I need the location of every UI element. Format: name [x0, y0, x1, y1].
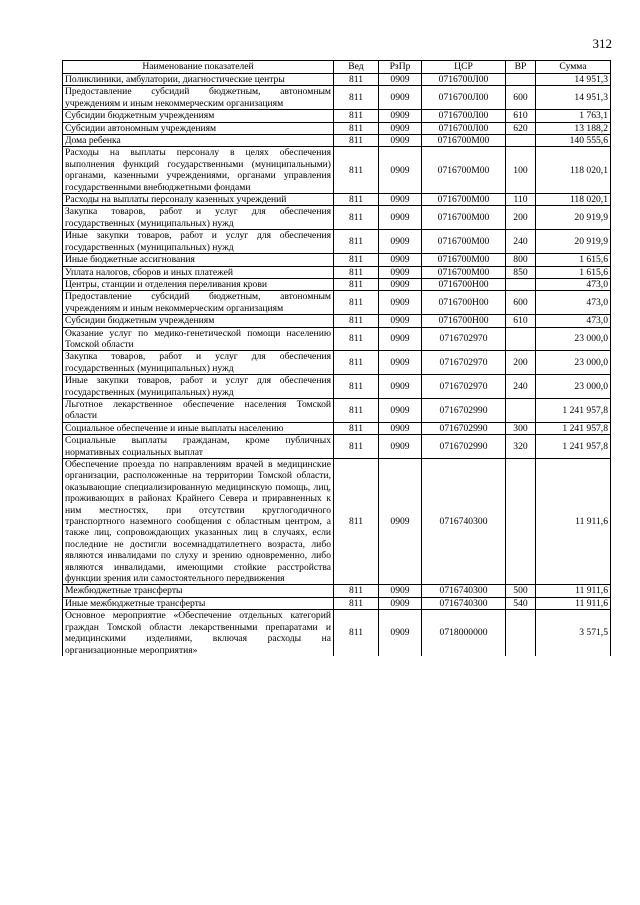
row-vr-cell: 300: [506, 422, 536, 434]
row-rzpr-cell: 0909: [379, 135, 422, 147]
table-row: [63, 327, 611, 351]
table-body: [63, 74, 611, 656]
row-sum-cell: 1 615,6: [536, 266, 611, 278]
row-sum-cell: 473,0: [536, 278, 611, 290]
row-ved-cell: 811: [334, 435, 379, 459]
row-sum-cell: 1 615,6: [536, 254, 611, 266]
row-vr-cell: [506, 459, 536, 585]
table-row: [63, 610, 611, 656]
row-ved-cell: 811: [334, 398, 379, 422]
row-name-cell: Закупка товаров, работ и услуг для обеспечения государственных (муниципальных) нужд: [63, 351, 334, 375]
row-rzpr-cell: 0909: [379, 122, 422, 134]
row-ved-cell: 811: [334, 230, 379, 254]
row-name-cell: Расходы на выплаты персоналу казенных учреждений: [63, 194, 334, 206]
row-csr-cell: 0716740300: [422, 459, 506, 585]
row-ved-cell: 811: [334, 351, 379, 375]
row-name-cell: Поликлиники, амбулатории, диагностические центры: [63, 74, 334, 86]
row-csr-cell: 0716700Л00: [422, 86, 506, 110]
row-ved-cell: 811: [334, 327, 379, 351]
row-sum-cell: 11 911,6: [536, 459, 611, 585]
row-rzpr-cell: 0909: [379, 266, 422, 278]
row-sum-cell: 473,0: [536, 291, 611, 315]
table-row: [63, 459, 611, 585]
row-rzpr-cell: 0909: [379, 291, 422, 315]
row-sum-cell: 1 241 957,8: [536, 422, 611, 434]
header-ved: Вед: [334, 61, 379, 74]
row-rzpr-cell: 0909: [379, 398, 422, 422]
table-row: [63, 585, 611, 597]
row-name-cell: Основное мероприятие «Обеспечение отдельных категорий граждан Томской области лекарственными препаратами и медицинскими изделиями, включая расходы на организационные мероприятия»: [63, 610, 334, 656]
row-rzpr-cell: 0909: [379, 435, 422, 459]
row-rzpr-cell: 0909: [379, 610, 422, 656]
row-csr-cell: 0716700М00: [422, 206, 506, 230]
header-rzpr: РзПр: [379, 61, 422, 74]
row-sum-cell: 1 241 957,8: [536, 398, 611, 422]
row-rzpr-cell: 0909: [379, 278, 422, 290]
row-ved-cell: 811: [334, 206, 379, 230]
row-rzpr-cell: 0909: [379, 86, 422, 110]
header-vr: ВР: [506, 61, 536, 74]
row-rzpr-cell: 0909: [379, 147, 422, 194]
row-name-cell: Льготное лекарственное обеспечение населения Томской области: [63, 398, 334, 422]
row-vr-cell: 610: [506, 315, 536, 327]
row-name-cell: Дома ребенка: [63, 135, 334, 147]
row-vr-cell: [506, 74, 536, 86]
row-sum-cell: 11 911,6: [536, 585, 611, 597]
row-csr-cell: 0716700Н00: [422, 315, 506, 327]
row-ved-cell: 811: [334, 86, 379, 110]
row-rzpr-cell: 0909: [379, 230, 422, 254]
row-rzpr-cell: 0909: [379, 74, 422, 86]
row-ved-cell: 811: [334, 459, 379, 585]
row-rzpr-cell: 0909: [379, 585, 422, 597]
row-name-cell: Центры, станции и отделения переливания крови: [63, 278, 334, 290]
row-rzpr-cell: 0909: [379, 110, 422, 122]
row-name-cell: Социальное обеспечение и иные выплаты населению: [63, 422, 334, 434]
table-row: [63, 135, 611, 147]
row-ved-cell: 811: [334, 254, 379, 266]
row-ved-cell: 811: [334, 291, 379, 315]
row-rzpr-cell: 0909: [379, 254, 422, 266]
table-row: [63, 74, 611, 86]
row-ved-cell: 811: [334, 585, 379, 597]
row-name-cell: Оказание услуг по медико-генетической помощи населению Томской области: [63, 327, 334, 351]
row-sum-cell: 140 555,6: [536, 135, 611, 147]
row-name-cell: Субсидии автономным учреждениям: [63, 122, 334, 134]
row-vr-cell: 540: [506, 597, 536, 609]
budget-table: [62, 60, 611, 656]
row-rzpr-cell: 0909: [379, 315, 422, 327]
row-vr-cell: 100: [506, 147, 536, 194]
table-row: [63, 351, 611, 375]
row-sum-cell: 14 951,3: [536, 74, 611, 86]
row-sum-cell: 118 020,1: [536, 147, 611, 194]
table-row: [63, 291, 611, 315]
row-ved-cell: 811: [334, 597, 379, 609]
row-csr-cell: 0716700М00: [422, 135, 506, 147]
row-csr-cell: 0716702970: [422, 375, 506, 399]
row-ved-cell: 811: [334, 147, 379, 194]
row-vr-cell: 600: [506, 291, 536, 315]
row-csr-cell: 0716702970: [422, 327, 506, 351]
row-sum-cell: 20 919,9: [536, 206, 611, 230]
table-row: [63, 422, 611, 434]
row-rzpr-cell: 0909: [379, 459, 422, 585]
table-header-row: [63, 61, 611, 74]
row-rzpr-cell: 0909: [379, 206, 422, 230]
row-rzpr-cell: 0909: [379, 422, 422, 434]
row-rzpr-cell: 0909: [379, 351, 422, 375]
table-row: [63, 206, 611, 230]
row-vr-cell: 500: [506, 585, 536, 597]
row-vr-cell: 610: [506, 110, 536, 122]
table-row: [63, 194, 611, 206]
row-name-cell: Обеспечение проезда по направлениям врачей в медицинские организации, расположенные на территории Томской области, оказывающие специализированную медицинскую помощь, лиц, проживающих в районах Крайнего Севера и приравненных к ним местностях, при отсутствии круглогодичного транспортного наземного сообщения с областным центром, а также лиц, сопровождающих указанных лиц в случаях, если последние не достигли восемнадцатилетнего возраста, либо являются инвалидами по слуху и зрению одновременно, либо являются инвалидами, имеющими стойкие расстройства функции зрения или самостоятельного передвижения: [63, 459, 334, 585]
row-ved-cell: 811: [334, 278, 379, 290]
table-row: [63, 375, 611, 399]
table-row: [63, 122, 611, 134]
row-name-cell: Предоставление субсидий бюджетным, автономным учреждениям и иным некоммерческим организациям: [63, 291, 334, 315]
table-row: [63, 266, 611, 278]
header-sum: Сумма: [536, 61, 611, 74]
row-sum-cell: 14 951,3: [536, 86, 611, 110]
row-vr-cell: 320: [506, 435, 536, 459]
row-ved-cell: 811: [334, 122, 379, 134]
row-vr-cell: [506, 398, 536, 422]
header-csr: ЦСР: [422, 61, 506, 74]
row-ved-cell: 811: [334, 315, 379, 327]
row-sum-cell: 23 000,0: [536, 327, 611, 351]
row-ved-cell: 811: [334, 135, 379, 147]
row-ved-cell: 811: [334, 74, 379, 86]
row-name-cell: Иные закупки товаров, работ и услуг для обеспечения государственных (муниципальных) нужд: [63, 230, 334, 254]
row-csr-cell: 0716700Н00: [422, 291, 506, 315]
table-row: [63, 86, 611, 110]
row-csr-cell: 0716700Н00: [422, 278, 506, 290]
row-name-cell: Социальные выплаты гражданам, кроме публичных нормативных социальных выплат: [63, 435, 334, 459]
row-name-cell: Иные закупки товаров, работ и услуг для обеспечения государственных (муниципальных) нужд: [63, 375, 334, 399]
row-sum-cell: 473,0: [536, 315, 611, 327]
row-vr-cell: 110: [506, 194, 536, 206]
row-csr-cell: 0716702990: [422, 422, 506, 434]
row-vr-cell: 850: [506, 266, 536, 278]
row-csr-cell: 0716700Л00: [422, 122, 506, 134]
row-vr-cell: 240: [506, 375, 536, 399]
row-rzpr-cell: 0909: [379, 194, 422, 206]
row-vr-cell: [506, 278, 536, 290]
row-csr-cell: 0716700М00: [422, 266, 506, 278]
row-csr-cell: 0716740300: [422, 585, 506, 597]
row-csr-cell: 0718000000: [422, 610, 506, 656]
row-csr-cell: 0716702970: [422, 351, 506, 375]
row-sum-cell: 11 911,6: [536, 597, 611, 609]
row-sum-cell: 1 241 957,8: [536, 435, 611, 459]
header-name: Наименование показателей: [63, 61, 334, 74]
page-number: 312: [592, 36, 612, 51]
row-vr-cell: [506, 135, 536, 147]
row-rzpr-cell: 0909: [379, 327, 422, 351]
table-row: [63, 278, 611, 290]
row-name-cell: Закупка товаров, работ и услуг для обеспечения государственных (муниципальных) нужд: [63, 206, 334, 230]
row-name-cell: Субсидии бюджетным учреждениям: [63, 315, 334, 327]
row-csr-cell: 0716700М00: [422, 254, 506, 266]
row-csr-cell: 0716702990: [422, 398, 506, 422]
row-sum-cell: 13 188,2: [536, 122, 611, 134]
row-ved-cell: 811: [334, 266, 379, 278]
row-csr-cell: 0716702990: [422, 435, 506, 459]
table-row: [63, 597, 611, 609]
row-name-cell: Субсидии бюджетным учреждениям: [63, 110, 334, 122]
row-csr-cell: 0716700Л00: [422, 74, 506, 86]
row-sum-cell: 3 571,5: [536, 610, 611, 656]
row-ved-cell: 811: [334, 375, 379, 399]
table-row: [63, 315, 611, 327]
row-rzpr-cell: 0909: [379, 597, 422, 609]
row-sum-cell: 118 020,1: [536, 194, 611, 206]
row-vr-cell: 240: [506, 230, 536, 254]
row-ved-cell: 811: [334, 194, 379, 206]
row-ved-cell: 811: [334, 422, 379, 434]
row-vr-cell: 620: [506, 122, 536, 134]
row-ved-cell: 811: [334, 110, 379, 122]
table-row: [63, 435, 611, 459]
row-sum-cell: 20 919,9: [536, 230, 611, 254]
row-vr-cell: 800: [506, 254, 536, 266]
row-vr-cell: [506, 327, 536, 351]
row-name-cell: Иные бюджетные ассигнования: [63, 254, 334, 266]
row-csr-cell: 0716700М00: [422, 194, 506, 206]
table-row: [63, 230, 611, 254]
row-rzpr-cell: 0909: [379, 375, 422, 399]
table-row: [63, 398, 611, 422]
row-ved-cell: 811: [334, 610, 379, 656]
row-sum-cell: 23 000,0: [536, 375, 611, 399]
table-row: [63, 147, 611, 194]
row-vr-cell: 200: [506, 351, 536, 375]
row-sum-cell: 23 000,0: [536, 351, 611, 375]
row-vr-cell: 200: [506, 206, 536, 230]
table-row: [63, 110, 611, 122]
row-csr-cell: 0716700Л00: [422, 110, 506, 122]
row-name-cell: Расходы на выплаты персоналу в целях обеспечения выполнения функций государственными (муниципальными) органами, казенными учреждениями, органами управления государственными внебюджетными фондами: [63, 147, 334, 194]
row-csr-cell: 0716740300: [422, 597, 506, 609]
row-sum-cell: 1 763,1: [536, 110, 611, 122]
row-vr-cell: [506, 610, 536, 656]
row-csr-cell: 0716700М00: [422, 147, 506, 194]
table-row: [63, 254, 611, 266]
row-csr-cell: 0716700М00: [422, 230, 506, 254]
row-name-cell: Межбюджетные трансферты: [63, 585, 334, 597]
row-vr-cell: 600: [506, 86, 536, 110]
row-name-cell: Предоставление субсидий бюджетным, автономным учреждениям и иным некоммерческим организациям: [63, 86, 334, 110]
row-name-cell: Уплата налогов, сборов и иных платежей: [63, 266, 334, 278]
row-name-cell: Иные межбюджетные трансферты: [63, 597, 334, 609]
